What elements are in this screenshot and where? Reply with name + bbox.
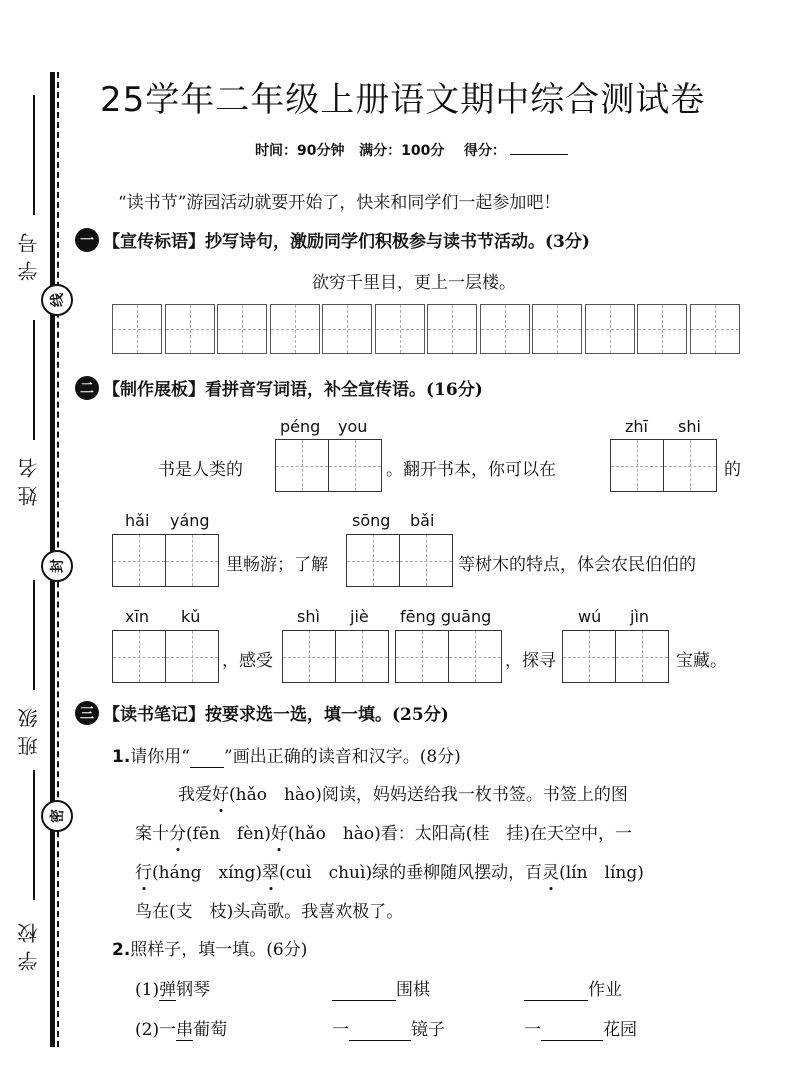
passage-text[interactable]: (cuì chuì)绿的垂柳随风摆动，百 (279, 863, 543, 883)
question-1 (112, 742, 461, 768)
grid-cell[interactable] (165, 304, 215, 354)
copy-grid[interactable] (112, 304, 742, 354)
seal-feng: 封 (41, 550, 73, 582)
grid-cell[interactable] (480, 304, 530, 354)
answer-box-shijie[interactable] (282, 630, 389, 683)
name-line (33, 320, 35, 440)
dotted-char[interactable]: 好 (212, 785, 229, 805)
section-1-text: 【宣传标语】抄写诗句，激励同学们积极参与读书节活动。(3分) (103, 232, 590, 252)
pinyin-jie: jiè (350, 607, 369, 626)
student-no-line (33, 95, 35, 215)
section-3-heading (75, 700, 449, 725)
passage-text: 案十 (135, 824, 169, 844)
grid-cell[interactable] (375, 304, 425, 354)
passage-text[interactable]: (háng xíng) (152, 863, 263, 883)
grid-cell[interactable] (427, 304, 477, 354)
underline-sample (190, 747, 224, 768)
dotted-char[interactable]: 好 (270, 824, 288, 844)
pinyin-yang: yáng (170, 511, 210, 530)
question-2-text: 照样子，填一填。(6分) (130, 940, 308, 960)
grid-cell[interactable] (217, 304, 267, 354)
pinyin-song: sōng (352, 511, 391, 530)
example-word: 葡萄 (193, 1020, 228, 1040)
section-3-number: 三 (75, 701, 99, 725)
answer-box-zhishi[interactable] (610, 439, 717, 492)
fill-blank[interactable] (349, 1020, 411, 1041)
fill-word: 作业 (588, 980, 622, 1000)
pinyin-fengguang: fēng guāng (400, 607, 492, 626)
example-word: 钢琴 (176, 980, 211, 1000)
fill-1-weiqi (332, 975, 430, 1001)
pinyin-ku: kǔ (181, 607, 201, 626)
section-1-heading (75, 227, 590, 252)
dotted-char[interactable]: 灵 (542, 863, 560, 883)
passage-line-3 (135, 858, 644, 883)
underlined-char: 弹 (159, 975, 176, 1001)
fill-2-jingzi (332, 1015, 445, 1041)
grid-cell[interactable] (112, 304, 162, 354)
seal-xian: 线 (41, 284, 73, 316)
score-blank[interactable] (510, 154, 568, 155)
sentence-part-6: ，感受 (222, 651, 273, 671)
example-row-1 (135, 975, 210, 1001)
pinyin-peng: péng (280, 417, 321, 436)
pinyin-jin: jìn (630, 607, 650, 626)
school-line (33, 770, 35, 900)
passage-text[interactable]: (hǎo hào)看：太阳高(桂 挂)在天空中，一 (287, 824, 633, 844)
fill-2-huayuan (524, 1015, 637, 1041)
row-label: (2)一 (135, 1020, 177, 1040)
pinyin-wu: wú (578, 607, 602, 626)
label-name: 姓名 (17, 450, 41, 506)
label-school: 学校 (17, 915, 41, 971)
answer-box-wujin[interactable] (562, 630, 669, 683)
score-label: 得分： (463, 143, 506, 159)
question-2 (112, 935, 307, 960)
pinyin-hai: hǎi (125, 511, 150, 530)
passage-text[interactable]: (hǎo hào)阅读，妈妈送给我一枚书签。书签上的图 (229, 785, 628, 805)
passage-text[interactable]: (fēn fèn) (186, 824, 271, 844)
example-row-2 (135, 1015, 227, 1041)
label-student-no: 学号 (17, 225, 41, 281)
pinyin-zhi: zhī (625, 417, 648, 436)
passage-text: 我爱 (178, 785, 212, 805)
fill-word: 围棋 (396, 980, 430, 1000)
passage-line-1 (178, 780, 628, 805)
pinyin-shi-2: shì (297, 607, 320, 626)
fill-blank[interactable] (524, 980, 588, 1001)
sentence-part-8: 宝藏。 (676, 651, 727, 671)
question-1-text-a: 请你用“ (130, 747, 190, 767)
grid-cell[interactable] (270, 304, 320, 354)
fill-blank[interactable] (332, 980, 396, 1001)
sentence-part-3: 的 (724, 460, 741, 480)
passage-line-2 (135, 819, 632, 844)
sentence-part-2: 。翻开书本，你可以在 (386, 460, 556, 480)
grid-cell[interactable] (322, 304, 372, 354)
answer-box-haiyang[interactable] (112, 534, 219, 587)
measure-prefix: 一 (332, 1020, 349, 1040)
exam-meta (255, 140, 568, 160)
grid-cell[interactable] (637, 304, 687, 354)
section-2-number: 二 (75, 376, 99, 400)
fill-blank[interactable] (541, 1020, 603, 1041)
label-class: 班级 (17, 700, 41, 756)
pinyin-xin: xīn (125, 607, 150, 626)
answer-box-songbai[interactable] (346, 534, 453, 587)
fill-word: 镜子 (411, 1020, 445, 1040)
question-1-number: 1. (112, 747, 131, 767)
dotted-char[interactable]: 分 (169, 824, 186, 844)
time-text: 时间：90分钟 (255, 143, 345, 159)
section-3-text: 【读书笔记】按要求选一选，填一填。(25分) (103, 705, 449, 725)
question-1-text-b: ”画出正确的读音和汉字。(8分) (224, 747, 461, 767)
section-2-text: 【制作展板】看拼音写词语，补全宣传语。(16分) (103, 380, 483, 400)
sentence-part-7: ，探寻 (505, 651, 556, 671)
answer-box-fengguang[interactable] (395, 630, 502, 683)
sentence-part-5: 等树木的特点，体会农民伯伯的 (458, 555, 696, 575)
passage-text[interactable]: (lín líng) (559, 863, 644, 883)
row-label: (1) (135, 980, 160, 1000)
grid-cell[interactable] (532, 304, 582, 354)
poem-line: 欲穷千里目，更上一层楼。 (312, 273, 516, 293)
fill-1-zuoye (524, 975, 622, 1001)
page-title: 25学年二年级上册语文期中综合测试卷 (100, 80, 706, 120)
measure-prefix: 一 (524, 1020, 541, 1040)
full-score-text: 满分：100分 (359, 143, 445, 159)
grid-cell[interactable] (585, 304, 635, 354)
question-2-number: 2. (112, 940, 131, 960)
pinyin-shi: shi (678, 417, 701, 436)
seal-mi: 密 (41, 800, 73, 832)
class-line (33, 580, 35, 690)
answer-box-xinku[interactable] (112, 630, 219, 683)
section-1-number: 一 (75, 228, 99, 252)
grid-cell[interactable] (690, 304, 740, 354)
sentence-part-4: 里畅游；了解 (226, 555, 328, 575)
section-2-heading (75, 375, 483, 400)
fill-word: 花园 (603, 1020, 637, 1040)
passage-line-4[interactable]: 鸟在(支 枝)头高歌。我喜欢极了。 (135, 902, 404, 922)
sentence-part-1: 书是人类的 (158, 460, 243, 480)
pinyin-you: you (338, 417, 368, 436)
underlined-char: 串 (176, 1015, 193, 1041)
answer-box-pengyou[interactable] (275, 439, 382, 492)
pinyin-bai: bǎi (410, 511, 435, 530)
intro-text: “读书节”游园活动就要开始了，快来和同学们一起参加吧！ (118, 193, 561, 213)
dotted-char[interactable]: 行 (135, 863, 152, 883)
dotted-char[interactable]: 翠 (262, 863, 280, 883)
